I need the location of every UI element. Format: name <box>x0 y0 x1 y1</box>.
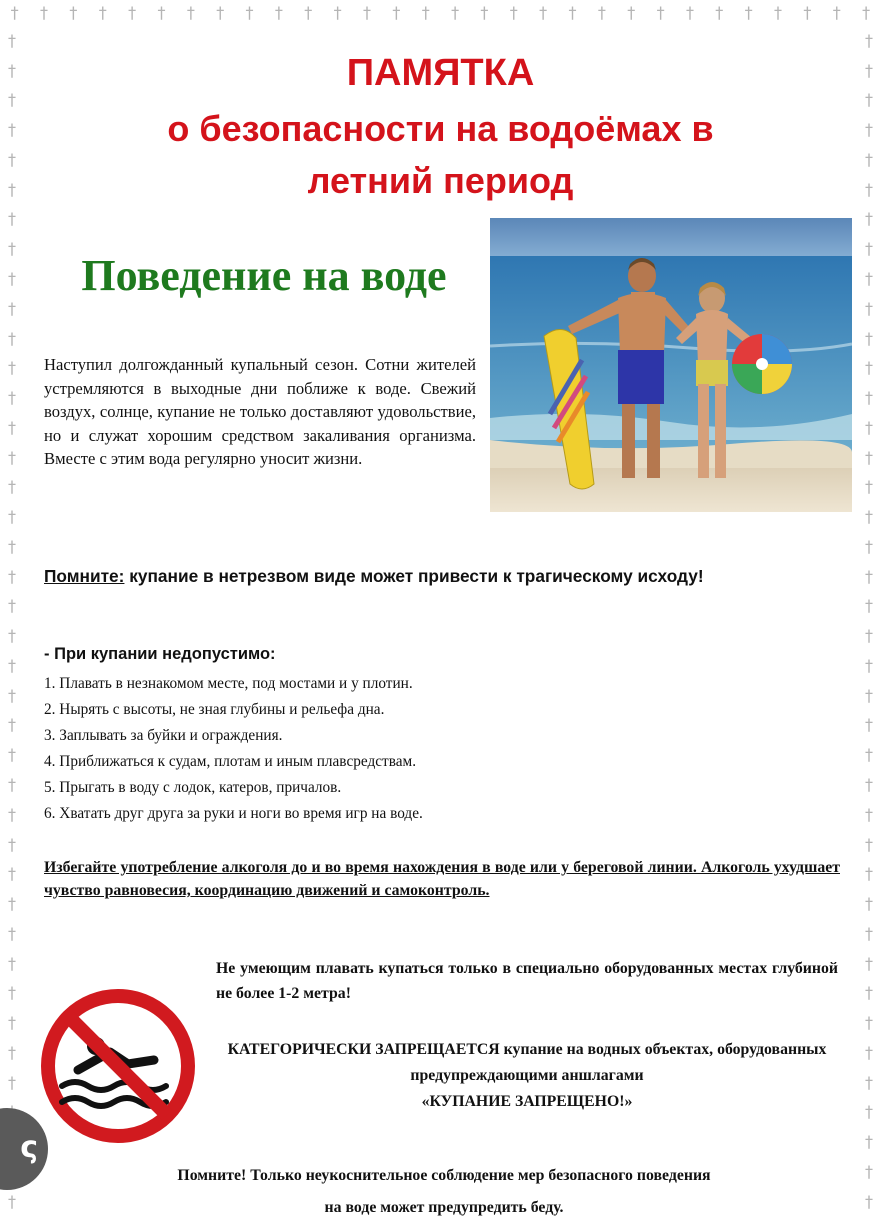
child-figure-icon: † <box>8 269 16 288</box>
child-figure-icon: † <box>8 179 16 199</box>
forbidden-list <box>44 671 423 827</box>
list-item: 6. Хватать друг друга за руки и ноги во время игр на воде. <box>44 805 423 822</box>
child-figure-icon: † <box>865 1013 873 1033</box>
final-note <box>44 1160 844 1224</box>
child-figure-icon: † <box>8 90 16 110</box>
child-figure-icon: † <box>832 3 841 22</box>
child-figure-icon: † <box>744 3 753 22</box>
child-figure-icon: † <box>8 1042 16 1062</box>
child-figure-icon: † <box>865 626 873 646</box>
child-figure-icon: † <box>8 209 16 229</box>
child-figure-icon: † <box>8 507 16 527</box>
child-figure-icon: † <box>8 894 16 914</box>
child-figure-icon: † <box>8 1013 16 1033</box>
child-figure-icon: † <box>568 3 577 22</box>
child-figure-icon: † <box>865 685 873 705</box>
child-figure-icon: † <box>865 60 873 80</box>
child-figure-icon: † <box>865 388 873 408</box>
child-figure-icon: † <box>8 60 16 80</box>
child-figure-icon: † <box>865 864 873 884</box>
child-figure-icon: † <box>774 3 783 22</box>
child-figure-icon: † <box>865 90 873 110</box>
alcohol-warning: Избегайте употребление алкоголя до и во время нахождения в воде или у береговой линии. Алкоголь ухудшает чувство равновесия, координацию движений и самоконтроль. <box>44 859 840 899</box>
prohibition-block <box>216 1037 838 1115</box>
child-figure-icon: † <box>865 1132 873 1152</box>
child-figure-icon: † <box>865 923 873 943</box>
child-figure-icon: † <box>865 1191 873 1211</box>
child-figure-icon: † <box>865 953 873 973</box>
child-figure-icon: † <box>865 894 873 914</box>
child-figure-icon: † <box>8 804 16 824</box>
child-figure-icon: † <box>8 715 16 735</box>
child-figure-icon: † <box>69 3 78 22</box>
child-figure-icon: † <box>157 3 166 22</box>
child-figure-icon: † <box>865 655 873 675</box>
child-figure-icon: † <box>865 30 873 50</box>
final-note-line2: на воде может предупредить беду. <box>324 1199 564 1216</box>
child-figure-icon: † <box>10 3 19 22</box>
child-figure-icon: † <box>8 447 16 467</box>
child-figure-icon: † <box>865 209 873 229</box>
child-figure-icon: † <box>8 536 16 556</box>
child-figure-icon: † <box>8 358 16 378</box>
beach-children-photo <box>490 218 852 512</box>
prohibition-rest: купание на водных объектах, оборудованных предупреждающими аншлагами <box>410 1041 827 1084</box>
child-figure-icon: † <box>865 179 873 199</box>
child-figure-icon: † <box>8 596 16 616</box>
child-figure-icon: † <box>8 239 16 259</box>
child-figure-icon: † <box>8 626 16 646</box>
child-figure-icon: † <box>597 3 606 22</box>
child-figure-icon: † <box>865 775 873 795</box>
intro-paragraph: Наступил долгожданный купальный сезон. Сотни жителей устремляются в выходные дни поближе к воде. Свежий воздух, солнце, купание не только доставляют удовольствие, но и служат хорошим средством закаливания организма. Вместе с этим вода регулярно уносит жизни. <box>44 355 476 468</box>
prohibition-caps: КАТЕГОРИЧЕСКИ ЗАПРЕЩАЕТСЯ <box>227 1041 500 1058</box>
child-figure-icon: † <box>8 120 16 140</box>
child-figure-icon: † <box>865 834 873 854</box>
child-figure-icon: † <box>865 328 873 348</box>
page-subtitle-line2: летний период <box>307 160 574 201</box>
prohibition-sign-text: «КУПАНИЕ ЗАПРЕЩЕНО!» <box>421 1093 633 1110</box>
child-figure-icon: † <box>8 1072 16 1092</box>
child-figure-icon: † <box>8 834 16 854</box>
child-figure-icon: † <box>865 1042 873 1062</box>
child-figure-icon: † <box>715 3 724 22</box>
child-figure-icon: † <box>865 447 873 467</box>
child-figure-icon: † <box>865 417 873 437</box>
child-figure-icon: † <box>8 685 16 705</box>
child-figure-icon: † <box>865 745 873 765</box>
child-figure-icon: † <box>8 149 16 169</box>
child-figure-icon: † <box>865 1102 873 1122</box>
reminder-label: Помните: <box>44 566 125 586</box>
child-figure-icon: † <box>362 3 371 22</box>
child-figure-icon: † <box>865 566 873 586</box>
child-figure-icon: † <box>685 3 694 22</box>
section-heading: Поведение на воде <box>81 251 447 300</box>
reminder-alcohol <box>44 565 844 588</box>
child-figure-icon: † <box>304 3 313 22</box>
child-figure-icon: † <box>480 3 489 22</box>
child-figure-icon: † <box>8 328 16 348</box>
child-figure-icon: † <box>865 536 873 556</box>
child-figure-icon: † <box>8 388 16 408</box>
list-item: 1. Плавать в незнакомом месте, под мостами и у плотин. <box>44 675 413 692</box>
child-figure-icon: † <box>274 3 283 22</box>
child-figure-icon: † <box>865 149 873 169</box>
list-item: 2. Нырять с высоты, не зная глубины и рельефа дна. <box>44 701 385 718</box>
list-item: 5. Прыгать в воду с лодок, катеров, причалов. <box>44 779 342 796</box>
child-figure-icon: † <box>865 804 873 824</box>
page-title: ПАМЯТКА <box>346 52 535 94</box>
decorative-border-left <box>0 26 24 1217</box>
no-swimming-sign-icon <box>38 986 198 1146</box>
child-figure-icon: † <box>865 507 873 527</box>
child-figure-icon: † <box>8 864 16 884</box>
child-figure-icon: † <box>865 983 873 1003</box>
child-figure-icon: † <box>98 3 107 22</box>
child-figure-icon: † <box>803 3 812 22</box>
child-figure-icon: † <box>865 269 873 288</box>
reminder-text: купание в нетрезвом виде может привести к трагическому исходу! <box>124 566 704 586</box>
child-figure-icon: † <box>8 566 16 586</box>
child-figure-icon: † <box>216 3 225 22</box>
decorative-border-right <box>857 26 881 1217</box>
child-figure-icon: † <box>865 358 873 378</box>
child-figure-icon: † <box>8 1191 16 1211</box>
child-figure-icon: † <box>627 3 636 22</box>
child-figure-icon: † <box>862 3 871 22</box>
child-figure-icon: † <box>40 3 49 22</box>
child-figure-icon: † <box>509 3 518 22</box>
list-item: 3. Заплывать за буйки и ограждения. <box>44 727 283 744</box>
child-figure-icon: † <box>392 3 401 22</box>
child-figure-icon: † <box>451 3 460 22</box>
child-figure-icon: † <box>8 477 16 497</box>
swim-note: Не умеющим плавать купаться только в специально оборудованных местах глубиной не более 1-2 метра! <box>216 960 838 1002</box>
search-lens-icon: ς <box>20 1130 38 1165</box>
child-figure-icon: † <box>333 3 342 22</box>
child-figure-icon: † <box>8 298 16 318</box>
child-figure-icon: † <box>8 745 16 765</box>
child-figure-icon: † <box>128 3 137 22</box>
child-figure-icon: † <box>865 239 873 259</box>
child-figure-icon: † <box>656 3 665 22</box>
child-figure-icon: † <box>8 953 16 973</box>
child-figure-icon: † <box>865 1072 873 1092</box>
child-figure-icon: † <box>8 923 16 943</box>
child-figure-icon: † <box>865 1161 873 1181</box>
child-figure-icon: † <box>865 477 873 497</box>
child-figure-icon: † <box>8 983 16 1003</box>
forbidden-heading: - При купании недопустимо: <box>44 645 276 663</box>
child-figure-icon: † <box>8 655 16 675</box>
child-figure-icon: † <box>865 120 873 140</box>
page-subtitle-line1: о безопасности на водоёмах в <box>167 108 714 149</box>
child-figure-icon: † <box>8 417 16 437</box>
child-figure-icon: † <box>865 596 873 616</box>
child-figure-icon: † <box>186 3 195 22</box>
final-note-line1: Помните! Только неукоснительное соблюдение мер безопасного поведения <box>177 1167 711 1184</box>
child-figure-icon: † <box>8 30 16 50</box>
decorative-border-top <box>0 0 881 26</box>
child-figure-icon: † <box>8 775 16 795</box>
child-figure-icon: † <box>421 3 430 22</box>
list-item: 4. Приближаться к судам, плотам и иным плавсредствам. <box>44 753 417 770</box>
child-figure-icon: † <box>865 298 873 318</box>
child-figure-icon: † <box>539 3 548 22</box>
child-figure-icon: † <box>865 715 873 735</box>
child-figure-icon: † <box>245 3 254 22</box>
